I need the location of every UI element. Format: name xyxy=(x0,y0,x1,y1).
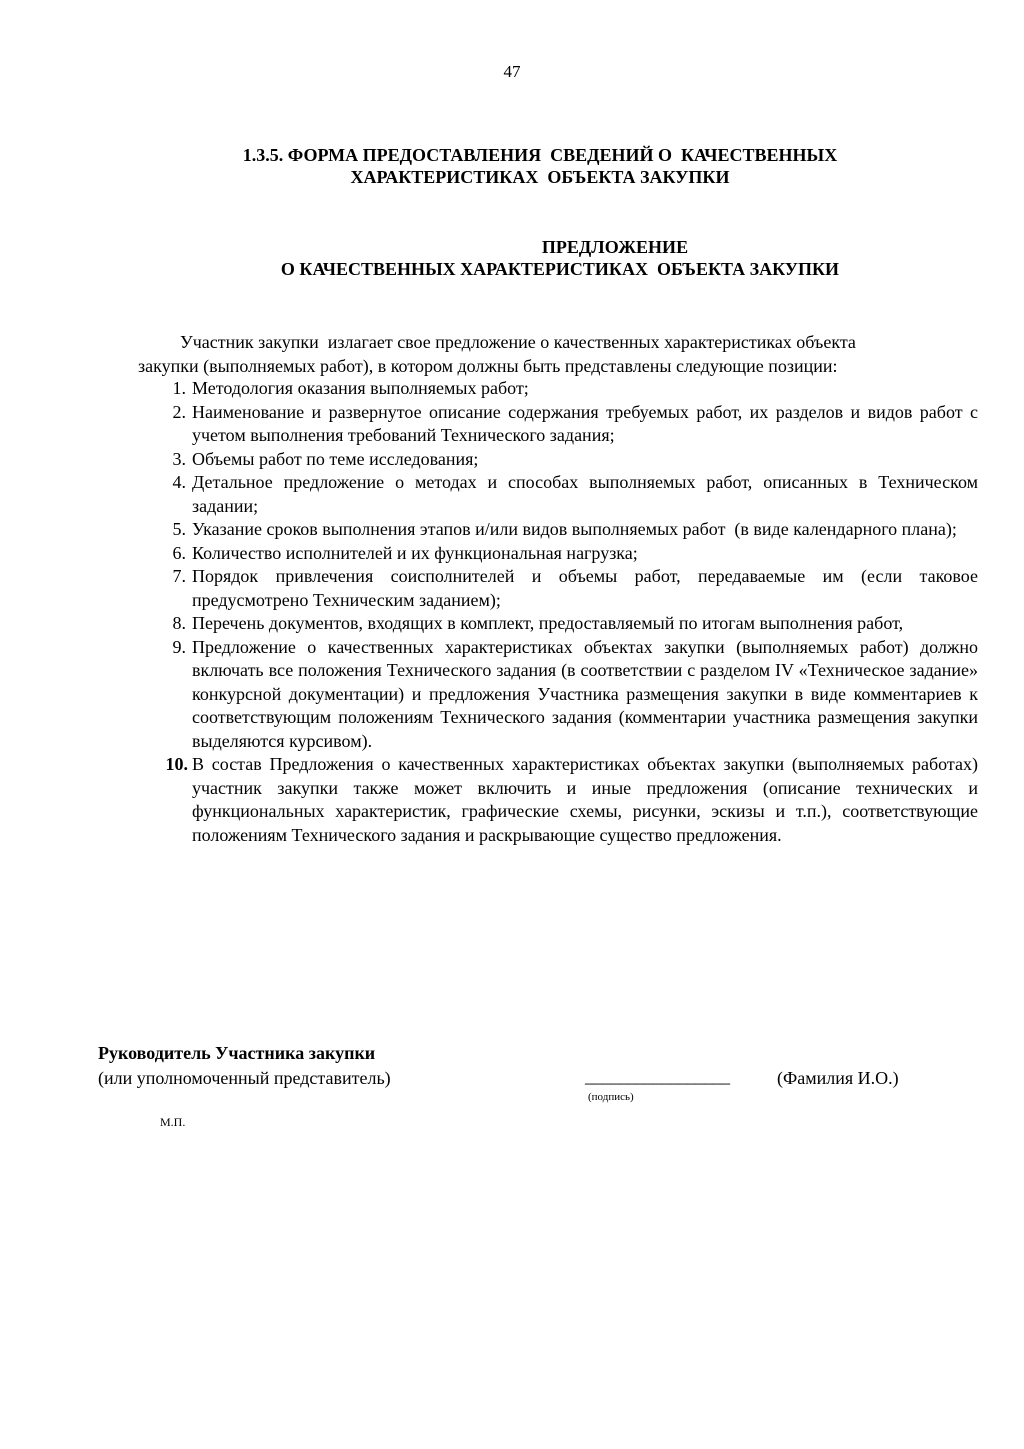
positions-list xyxy=(165,377,978,847)
list-item-number: 5. xyxy=(172,519,186,539)
list-item-number: 10. xyxy=(165,754,188,774)
list-item-number: 1. xyxy=(172,378,186,398)
list-item-number: 7. xyxy=(172,566,186,586)
list-item xyxy=(172,518,978,542)
list-item-text: Детальное предложение о методах и способах выполняемых работ, описанных в Техническом задании; xyxy=(192,472,978,516)
list-item-text: Перечень документов, входящих в комплект, предоставляемый по итогам выполнения работ, xyxy=(192,613,904,633)
list-item-text: Объемы работ по теме исследования; xyxy=(192,448,479,469)
section-title-line-2: ХАРАКТЕРИСТИКАХ ОБЪЕКТА ЗАКУПКИ xyxy=(350,167,730,187)
proposal-title xyxy=(200,236,920,280)
list-item-text: В состав Предложения о качественных характеристиках объектах закупки (выполняемых работах) участник закупки также может включить и иные предложения (описание технических и функциональных характеристик, графические схемы, рисунки, эскизы и т.п.), соответствующие положениям Технического задания и раскрывающие существо предложения. xyxy=(192,754,978,845)
list-item-text: Количество исполнителей и их функциональная нагрузка; xyxy=(192,542,638,563)
section-title xyxy=(160,144,920,188)
signer-subtitle: (или уполномоченный представитель) xyxy=(98,1068,391,1088)
intro-line-2: закупки (выполняемых работ), в котором должны быть представлены следующие позиции: xyxy=(138,355,838,376)
list-item xyxy=(172,612,978,636)
list-item xyxy=(172,471,978,518)
list-item xyxy=(172,636,978,754)
list-item xyxy=(172,377,978,401)
list-item-text: Наименование и развернутое описание содержания требуемых работ, их разделов и видов работ с учетом выполнения требований Технического задания; xyxy=(192,401,978,445)
list-item xyxy=(172,542,978,566)
signer-title: Руководитель Участника закупки xyxy=(98,1043,376,1063)
list-item xyxy=(165,753,978,847)
proposal-title-line-2: О КАЧЕСТВЕННЫХ ХАРАКТЕРИСТИКАХ ОБЪЕКТА ЗАКУПКИ xyxy=(280,259,840,279)
list-item-text: Предложение о качественных характеристиках объектах закупки (выполняемых работ) должно включать все положения Технического задания (в соответствии с разделом IV «Техническое задание» конкурсной документации) и предложения Участника размещения закупки в виде комментариев к соответствующим положениям Технического задания (комментарии участника размещения закупки выделяются курсивом). xyxy=(192,636,978,751)
signer-name-placeholder: (Фамилия И.О.) xyxy=(777,1068,899,1088)
signature-caption: (подпись) xyxy=(588,1091,634,1103)
list-item-text: Методология оказания выполняемых работ; xyxy=(192,378,529,398)
list-item-number: 9. xyxy=(172,636,186,657)
list-item-number: 2. xyxy=(172,401,186,422)
list-item-number: 3. xyxy=(172,448,186,469)
list-item xyxy=(172,565,978,612)
stamp-placeholder: М.П. xyxy=(160,1115,186,1129)
section-title-line-1: 1.3.5. ФОРМА ПРЕДОСТАВЛЕНИЯ СВЕДЕНИЙ О КАЧЕСТВЕННЫХ xyxy=(242,145,838,165)
list-item-number: 6. xyxy=(172,542,186,563)
proposal-title-line-1: ПРЕДЛОЖЕНИЕ xyxy=(541,237,689,257)
list-item-number: 8. xyxy=(172,613,186,633)
signature-line: _________________ xyxy=(585,1066,730,1086)
list-item-number: 4. xyxy=(172,472,186,492)
page-number: 47 xyxy=(503,62,521,81)
list-item-text: Порядок привлечения соисполнителей и объемы работ, передаваемые им (если таковое предусмотрено Техническим заданием); xyxy=(192,566,978,610)
intro-paragraph xyxy=(138,331,978,378)
intro-line-1: Участник закупки излагает свое предложение о качественных характеристиках объекта xyxy=(180,332,856,352)
list-item xyxy=(172,401,978,448)
list-item xyxy=(172,448,978,472)
list-item-text: Указание сроков выполнения этапов и/или видов выполняемых работ (в виде календарного плана); xyxy=(192,519,957,539)
